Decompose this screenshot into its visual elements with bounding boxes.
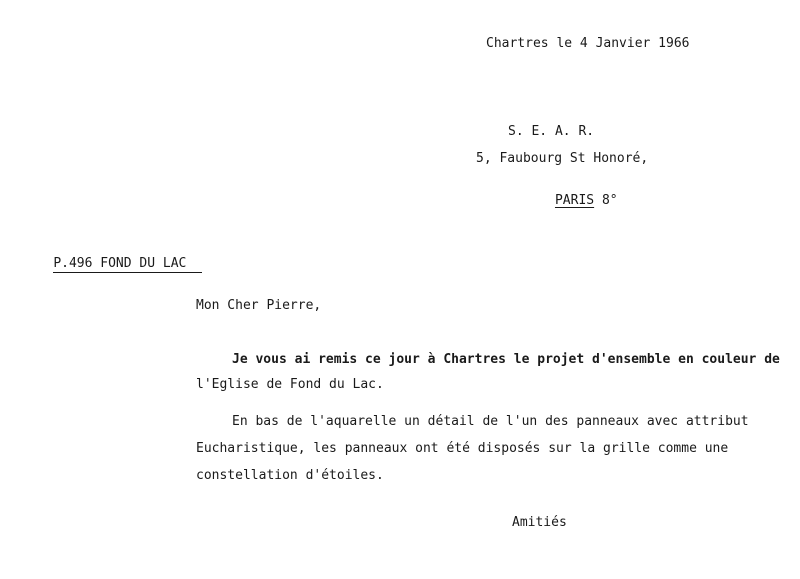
paragraph-1-line-2: l'Eglise de Fond du Lac. <box>196 377 384 392</box>
paragraph-2-line-2: Eucharistique, les panneaux ont été disposés sur la grille comme une <box>196 441 729 456</box>
recipient-city: PARIS <box>554 193 595 208</box>
paragraph-2-line-3: constellation d'étoiles. <box>196 468 384 483</box>
salutation: Mon Cher Pierre, <box>196 298 322 313</box>
paragraph-1-line-1: Je vous ai remis ce jour à Chartres le projet d'ensemble en couleur de <box>232 352 780 367</box>
date-line: Chartres le 4 Janvier 1966 <box>486 36 690 51</box>
reference-line <box>22 240 202 288</box>
recipient-city-line <box>508 177 618 225</box>
recipient-street: 5, Faubourg St Honoré, <box>476 151 649 166</box>
recipient-name: S. E. A. R. <box>508 124 595 139</box>
closing: Amitiés <box>512 515 567 530</box>
paragraph-2-line-1: En bas de l'aquarelle un détail de l'un des panneaux avec attribut <box>232 414 749 429</box>
recipient-district: 8° <box>601 193 618 208</box>
reference: P.496 FOND DU LAC <box>53 256 187 271</box>
